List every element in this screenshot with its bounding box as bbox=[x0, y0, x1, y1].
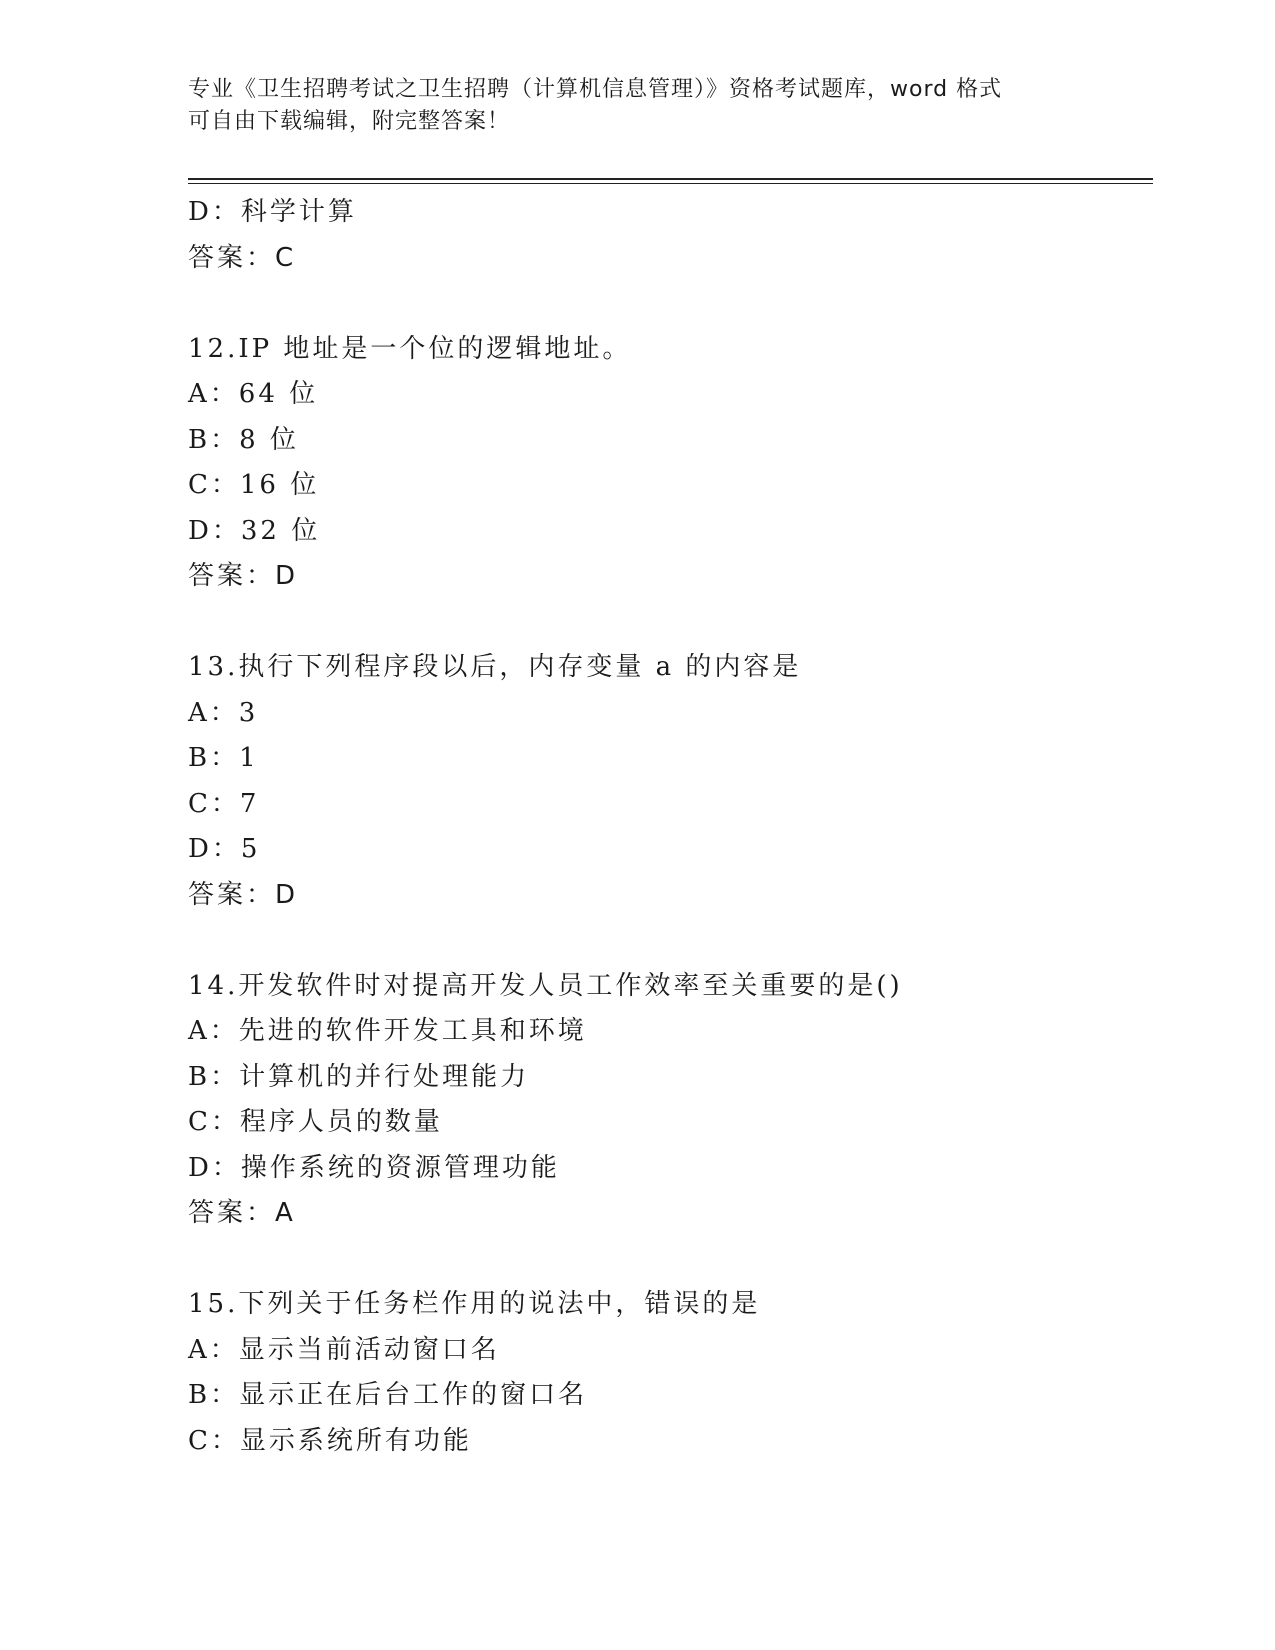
question-block-15 bbox=[188, 1282, 1153, 1464]
header-rule-thick bbox=[188, 178, 1153, 180]
option-b: B：8 位 bbox=[188, 424, 299, 455]
question-text: 13.执行下列程序段以后，内存变量 a 的内容是 bbox=[188, 652, 802, 682]
option-b: B：计算机的并行处理能力 bbox=[188, 1061, 530, 1092]
question-block-11 bbox=[188, 190, 1153, 281]
option-c: C：7 bbox=[188, 788, 260, 819]
document-header bbox=[188, 74, 1088, 138]
question-text: 14.开发软件时对提高开发人员工作效率至关重要的是() bbox=[188, 970, 903, 1001]
spacer bbox=[188, 281, 1153, 327]
option-a: A：先进的软件开发工具和环境 bbox=[188, 1016, 587, 1046]
option-a: A：64 位 bbox=[188, 379, 319, 409]
answer-line: 答案：D bbox=[188, 561, 299, 591]
option-b: B：显示正在后台工作的窗口名 bbox=[188, 1380, 588, 1410]
question-list bbox=[188, 190, 1153, 1464]
option-a: A：3 bbox=[188, 697, 259, 728]
option-a: A：显示当前活动窗口名 bbox=[188, 1334, 500, 1365]
option-b: B：1 bbox=[188, 743, 259, 773]
header-line-2: 可自由下载编辑，附完整答案！ bbox=[188, 109, 511, 134]
header-rule-thin bbox=[188, 183, 1153, 184]
question-text: 12.IP 地址是一个位的逻辑地址。 bbox=[188, 333, 632, 364]
option-c: C：显示系统所有功能 bbox=[188, 1425, 472, 1456]
option-d: D：科学计算 bbox=[188, 197, 357, 227]
answer-line: 答案：A bbox=[188, 1198, 296, 1228]
spacer bbox=[188, 600, 1153, 646]
option-c: C：16 位 bbox=[188, 470, 320, 500]
option-c: C：程序人员的数量 bbox=[188, 1107, 443, 1137]
option-d: D：32 位 bbox=[188, 515, 321, 546]
question-block-13 bbox=[188, 645, 1153, 918]
answer-line: 答案：D bbox=[188, 879, 299, 910]
question-text: 15.下列关于任务栏作用的说法中，错误的是 bbox=[188, 1289, 761, 1319]
answer-line: 答案：C bbox=[188, 242, 297, 273]
option-d: D：操作系统的资源管理功能 bbox=[188, 1152, 560, 1183]
question-block-12 bbox=[188, 327, 1153, 600]
question-block-14 bbox=[188, 964, 1153, 1237]
spacer bbox=[188, 1237, 1153, 1283]
header-line-1: 专业《卫生招聘考试之卫生招聘（计算机信息管理）》资格考试题库，word 格式 bbox=[188, 77, 1003, 102]
spacer bbox=[188, 918, 1153, 964]
option-d: D：5 bbox=[188, 834, 261, 864]
